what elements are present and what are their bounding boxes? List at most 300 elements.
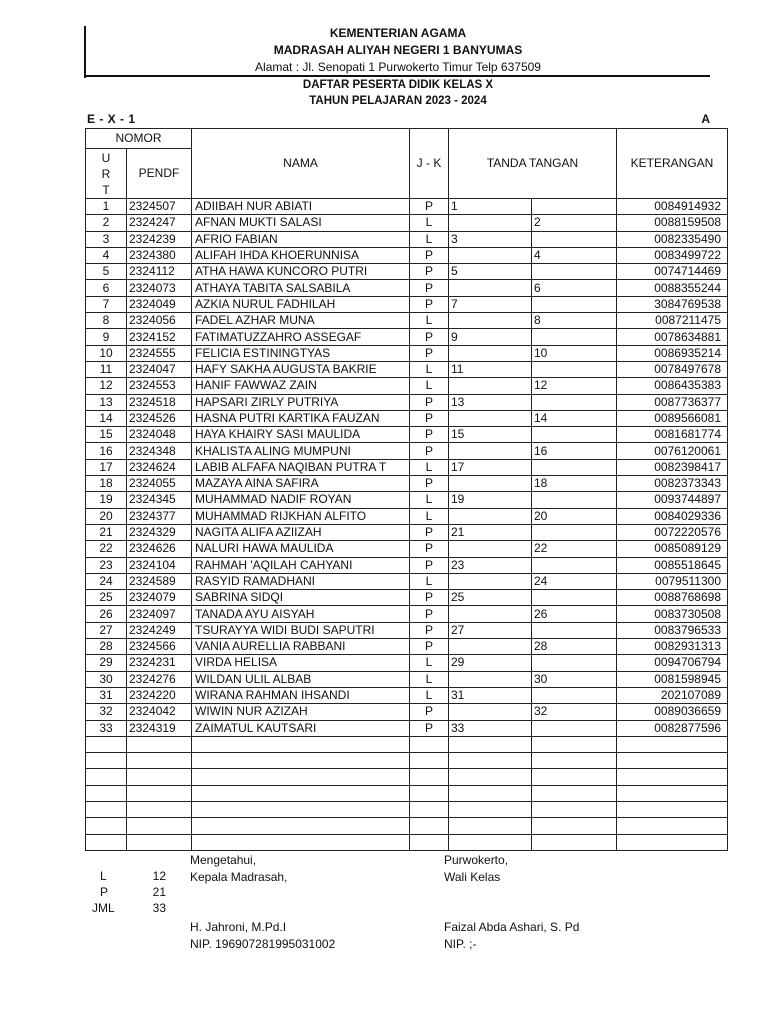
gender: L — [410, 313, 449, 329]
student-name: KHALISTA ALING MUMPUNI — [192, 443, 410, 459]
registration-number: 2324079 — [127, 590, 192, 606]
student-remark: 0087736377 — [617, 394, 728, 410]
student-row — [86, 622, 728, 638]
registration-number: 2324555 — [127, 345, 192, 361]
empty-cell — [127, 834, 192, 850]
signature-slot-right[interactable]: 30 — [532, 671, 617, 687]
student-row — [86, 231, 728, 247]
row-number: 17 — [86, 459, 127, 475]
student-remark: 0081681774 — [617, 427, 728, 443]
signature-slot-right[interactable] — [532, 329, 617, 345]
signature-slot-right[interactable] — [532, 655, 617, 671]
student-name: NAGITA ALIFA AZIIZAH — [192, 524, 410, 540]
student-name: RASYID RAMADHANI — [192, 573, 410, 589]
summary-p-label: P — [100, 885, 109, 899]
empty-cell[interactable] — [532, 818, 617, 834]
registration-number: 2324518 — [127, 394, 192, 410]
signature-slot-left[interactable]: 17 — [449, 459, 532, 475]
student-name: HANIF FAWWAZ ZAIN — [192, 378, 410, 394]
gender: L — [410, 215, 449, 231]
signature-slot-left[interactable]: 31 — [449, 687, 532, 703]
signature-slot-right[interactable] — [532, 524, 617, 540]
acknowledge-label: Mengetahui, — [190, 853, 257, 867]
student-row — [86, 443, 728, 459]
row-number: 32 — [86, 704, 127, 720]
student-remark: 0085089129 — [617, 541, 728, 557]
ministry-title: KEMENTERIAN AGAMA — [329, 26, 467, 40]
signature-slot-right[interactable]: 16 — [532, 443, 617, 459]
signature-slot-right[interactable]: 8 — [532, 313, 617, 329]
gender: L — [410, 231, 449, 247]
empty-cell[interactable] — [532, 834, 617, 850]
student-name: VIRDA HELISA — [192, 655, 410, 671]
registration-number: 2324624 — [127, 459, 192, 475]
empty-row — [86, 736, 728, 752]
principal-nip: NIP. 196907281995031002 — [190, 937, 336, 951]
row-number: 30 — [86, 671, 127, 687]
nomor-header: NOMOR — [86, 129, 192, 149]
student-remark: 0082931313 — [617, 639, 728, 655]
principal-title: Kepala Madrasah, — [190, 870, 288, 884]
empty-cell[interactable] — [532, 736, 617, 752]
empty-cell — [192, 834, 410, 850]
signature-slot-right[interactable] — [532, 199, 617, 215]
student-name: ATHA HAWA KUNCORO PUTRI — [192, 264, 410, 280]
student-row — [86, 492, 728, 508]
student-row — [86, 410, 728, 426]
empty-cell[interactable] — [449, 785, 532, 801]
signature-slot-left[interactable]: 27 — [449, 622, 532, 638]
signature-slot-right[interactable]: 12 — [532, 378, 617, 394]
signature-slot-left[interactable]: 21 — [449, 524, 532, 540]
student-remark: 0083796533 — [617, 622, 728, 638]
gender: P — [410, 557, 449, 573]
student-name: NALURI HAWA MAULIDA — [192, 541, 410, 557]
gender: L — [410, 492, 449, 508]
student-name: VANIA AURELLIA RABBANI — [192, 639, 410, 655]
signature-slot-left[interactable] — [449, 215, 532, 231]
student-name: AFNAN MUKTI SALASI — [192, 215, 410, 231]
student-row — [86, 345, 728, 361]
row-number: 8 — [86, 313, 127, 329]
empty-cell[interactable] — [449, 834, 532, 850]
signature-slot-right[interactable] — [532, 622, 617, 638]
empty-row — [86, 753, 728, 769]
registration-number: 2324589 — [127, 573, 192, 589]
signature-slot-right[interactable] — [532, 687, 617, 703]
row-number: 19 — [86, 492, 127, 508]
signature-slot-left[interactable]: 5 — [449, 264, 532, 280]
student-name: WILDAN ULIL ALBAB — [192, 671, 410, 687]
student-remark: 0086435383 — [617, 378, 728, 394]
student-remark: 0094706794 — [617, 655, 728, 671]
gender: P — [410, 622, 449, 638]
signature-slot-left[interactable] — [449, 280, 532, 296]
gender: L — [410, 459, 449, 475]
keterangan-header: KETERANGAN — [617, 129, 728, 199]
student-remark: 0088355244 — [617, 280, 728, 296]
summary-l-count: 12 — [152, 869, 166, 883]
student-remark: 0089566081 — [617, 410, 728, 426]
signature-slot-left[interactable]: 9 — [449, 329, 532, 345]
student-name: ATHAYA TABITA SALSABILA — [192, 280, 410, 296]
student-remark: 0082877596 — [617, 720, 728, 736]
empty-cell — [127, 785, 192, 801]
empty-cell[interactable] — [449, 769, 532, 785]
empty-cell — [410, 753, 449, 769]
gender: P — [410, 443, 449, 459]
row-number: 29 — [86, 655, 127, 671]
row-number: 33 — [86, 720, 127, 736]
empty-cell — [192, 753, 410, 769]
student-remark: 0072220576 — [617, 524, 728, 540]
signature-slot-right[interactable]: 26 — [532, 606, 617, 622]
student-remark: 0074714469 — [617, 264, 728, 280]
registration-number: 2324377 — [127, 508, 192, 524]
registration-number: 2324329 — [127, 524, 192, 540]
student-remark: 0083730508 — [617, 606, 728, 622]
signature-slot-right[interactable] — [532, 492, 617, 508]
empty-cell — [410, 834, 449, 850]
signature-slot-right[interactable]: 6 — [532, 280, 617, 296]
homeroom-name: Faizal Abda Ashari, S. Pd — [444, 920, 580, 934]
signature-slot-right[interactable] — [532, 590, 617, 606]
signature-slot-left[interactable] — [449, 247, 532, 263]
empty-cell — [192, 736, 410, 752]
signature-slot-right[interactable]: 2 — [532, 215, 617, 231]
place-label: Purwokerto, — [444, 853, 509, 867]
registration-number: 2324566 — [127, 639, 192, 655]
signature-slot-right[interactable] — [532, 361, 617, 377]
row-number: 20 — [86, 508, 127, 524]
signature-slot-right[interactable]: 4 — [532, 247, 617, 263]
empty-cell — [617, 818, 728, 834]
gender: L — [410, 573, 449, 589]
gender: P — [410, 704, 449, 720]
student-row — [86, 541, 728, 557]
registration-number: 2324249 — [127, 622, 192, 638]
row-number: 13 — [86, 394, 127, 410]
student-remark: 0078634881 — [617, 329, 728, 345]
empty-cell — [86, 785, 127, 801]
empty-cell — [86, 736, 127, 752]
registration-number: 2324048 — [127, 427, 192, 443]
gender: P — [410, 590, 449, 606]
empty-row — [86, 834, 728, 850]
row-number: 22 — [86, 541, 127, 557]
student-row — [86, 361, 728, 377]
student-name: HAPSARI ZIRLY PUTRIYA — [192, 394, 410, 410]
summary-total-label: JML — [92, 901, 115, 915]
signature-slot-left[interactable]: 29 — [449, 655, 532, 671]
signature-slot-left[interactable]: 19 — [449, 492, 532, 508]
gender: P — [410, 329, 449, 345]
row-number: 25 — [86, 590, 127, 606]
signature-slot-left[interactable] — [449, 410, 532, 426]
student-row — [86, 296, 728, 312]
gender: P — [410, 199, 449, 215]
empty-row — [86, 785, 728, 801]
signature-slot-left[interactable] — [449, 541, 532, 557]
signature-slot-left[interactable]: 3 — [449, 231, 532, 247]
signature-slot-left[interactable] — [449, 508, 532, 524]
student-remark: 0087211475 — [617, 313, 728, 329]
signature-slot-left[interactable]: 33 — [449, 720, 532, 736]
row-number: 9 — [86, 329, 127, 345]
student-row — [86, 524, 728, 540]
student-name: FELICIA ESTININGTYAS — [192, 345, 410, 361]
gender: P — [410, 394, 449, 410]
student-name: HAYA KHAIRY SASI MAULIDA — [192, 427, 410, 443]
empty-cell — [410, 736, 449, 752]
student-row — [86, 671, 728, 687]
student-name: WIWIN NUR AZIZAH — [192, 704, 410, 720]
student-remark: 0084029336 — [617, 508, 728, 524]
empty-cell — [86, 753, 127, 769]
student-row — [86, 427, 728, 443]
row-number: 10 — [86, 345, 127, 361]
student-row — [86, 687, 728, 703]
signature-slot-left[interactable]: 23 — [449, 557, 532, 573]
row-number: 21 — [86, 524, 127, 540]
registration-number: 2324104 — [127, 557, 192, 573]
empty-cell — [192, 769, 410, 785]
signature-slot-right[interactable] — [532, 394, 617, 410]
student-name: HAFY SAKHA AUGUSTA BAKRIE — [192, 361, 410, 377]
student-row — [86, 590, 728, 606]
student-name: LABIB ALFAFA NAQIBAN PUTRA T — [192, 459, 410, 475]
empty-cell — [192, 785, 410, 801]
empty-row — [86, 818, 728, 834]
school-address: Alamat : Jl. Senopati 1 Purwokerto Timur Telp 637509 — [255, 60, 541, 74]
row-number: 3 — [86, 231, 127, 247]
student-remark: 0081598945 — [617, 671, 728, 687]
signature-slot-left[interactable] — [449, 378, 532, 394]
signature-slot-left[interactable] — [449, 476, 532, 492]
signature-slot-left[interactable] — [449, 639, 532, 655]
gender: P — [410, 606, 449, 622]
empty-cell — [410, 818, 449, 834]
tanda-tangan-header: TANDA TANGAN — [449, 129, 617, 199]
empty-cell[interactable] — [532, 801, 617, 817]
student-remark: 0093744897 — [617, 492, 728, 508]
signature-slot-right[interactable]: 28 — [532, 639, 617, 655]
signature-slot-left[interactable]: 1 — [449, 199, 532, 215]
empty-row — [86, 769, 728, 785]
signature-slot-right[interactable] — [532, 557, 617, 573]
signature-slot-left[interactable]: 13 — [449, 394, 532, 410]
row-number: 24 — [86, 573, 127, 589]
student-name: WIRANA RAHMAN IHSANDI — [192, 687, 410, 703]
nama-header: NAMA — [192, 129, 410, 199]
empty-cell — [86, 834, 127, 850]
gender: P — [410, 541, 449, 557]
row-number: 31 — [86, 687, 127, 703]
registration-number: 2324231 — [127, 655, 192, 671]
signature-slot-left[interactable] — [449, 573, 532, 589]
registration-number: 2324042 — [127, 704, 192, 720]
empty-cell — [410, 769, 449, 785]
pendf-header: PENDF — [127, 149, 192, 199]
row-number: 12 — [86, 378, 127, 394]
signature-slot-right[interactable] — [532, 296, 617, 312]
student-attendance-table — [85, 128, 728, 851]
row-number: 23 — [86, 557, 127, 573]
empty-cell[interactable] — [532, 769, 617, 785]
jk-header: J - K — [410, 129, 449, 199]
signature-slot-right[interactable] — [532, 231, 617, 247]
signature-slot-right[interactable] — [532, 459, 617, 475]
gender: L — [410, 378, 449, 394]
student-row — [86, 655, 728, 671]
row-number: 28 — [86, 639, 127, 655]
student-name: FADEL AZHAR MUNA — [192, 313, 410, 329]
registration-number: 2324276 — [127, 671, 192, 687]
gender: P — [410, 427, 449, 443]
gender: P — [410, 345, 449, 361]
signature-slot-right[interactable]: 22 — [532, 541, 617, 557]
student-remark: 0089036659 — [617, 704, 728, 720]
registration-number: 2324626 — [127, 541, 192, 557]
signature-slot-left[interactable]: 7 — [449, 296, 532, 312]
student-name: AFRIO FABIAN — [192, 231, 410, 247]
registration-number: 2324056 — [127, 313, 192, 329]
empty-cell — [127, 818, 192, 834]
empty-cell — [127, 801, 192, 817]
empty-cell — [86, 818, 127, 834]
signature-slot-right[interactable] — [532, 264, 617, 280]
student-row — [86, 606, 728, 622]
urt-header: U R T — [86, 149, 127, 199]
student-row — [86, 215, 728, 231]
signature-slot-right[interactable] — [532, 427, 617, 443]
gender: L — [410, 508, 449, 524]
homeroom-nip: NIP. ;- — [444, 937, 477, 951]
empty-row — [86, 801, 728, 817]
row-number: 6 — [86, 280, 127, 296]
student-row — [86, 508, 728, 524]
student-name: TSURAYYA WIDI BUDI SAPUTRI — [192, 622, 410, 638]
empty-cell — [86, 801, 127, 817]
empty-cell[interactable] — [449, 753, 532, 769]
student-row — [86, 199, 728, 215]
student-remark: 0079511300 — [617, 573, 728, 589]
row-number: 11 — [86, 361, 127, 377]
empty-cell — [192, 818, 410, 834]
student-name: SABRINA SIDQI — [192, 590, 410, 606]
academic-year: TAHUN PELAJARAN 2023 - 2024 — [309, 95, 487, 107]
empty-cell[interactable] — [449, 801, 532, 817]
student-row — [86, 313, 728, 329]
signature-slot-right[interactable]: 14 — [532, 410, 617, 426]
empty-cell[interactable] — [449, 736, 532, 752]
student-name: MUHAMMAD NADIF ROYAN — [192, 492, 410, 508]
empty-cell — [86, 769, 127, 785]
page-flag: A — [701, 112, 710, 126]
student-name: MUHAMMAD RIJKHAN ALFITO — [192, 508, 410, 524]
empty-cell — [617, 769, 728, 785]
student-rows — [86, 199, 728, 851]
student-name: HASNA PUTRI KARTIKA FAUZAN — [192, 410, 410, 426]
row-number: 18 — [86, 476, 127, 492]
signature-slot-left[interactable] — [449, 443, 532, 459]
student-name: TANADA AYU AISYAH — [192, 606, 410, 622]
student-remark: 0085518645 — [617, 557, 728, 573]
student-row — [86, 476, 728, 492]
row-number: 27 — [86, 622, 127, 638]
principal-name: H. Jahroni, M.Pd.I — [190, 920, 287, 934]
signature-slot-left[interactable] — [449, 345, 532, 361]
signature-slot-left[interactable]: 25 — [449, 590, 532, 606]
signature-slot-left[interactable] — [449, 704, 532, 720]
student-row — [86, 557, 728, 573]
signature-slot-right[interactable]: 18 — [532, 476, 617, 492]
student-remark: 202107089 — [617, 687, 728, 703]
registration-number: 2324239 — [127, 231, 192, 247]
student-row — [86, 394, 728, 410]
signature-slot-right[interactable]: 20 — [532, 508, 617, 524]
empty-cell[interactable] — [449, 818, 532, 834]
student-row — [86, 247, 728, 263]
registration-number: 2324553 — [127, 378, 192, 394]
student-remark: 0082398417 — [617, 459, 728, 475]
registration-number: 2324348 — [127, 443, 192, 459]
student-remark: 0083499722 — [617, 247, 728, 263]
student-remark: 0078497678 — [617, 361, 728, 377]
gender: P — [410, 639, 449, 655]
school-title: MADRASAH ALIYAH NEGERI 1 BANYUMAS — [273, 43, 523, 57]
student-remark: 0088768698 — [617, 590, 728, 606]
registration-number: 2324507 — [127, 199, 192, 215]
student-name: AZKIA NURUL FADHILAH — [192, 296, 410, 312]
signature-slot-right[interactable]: 32 — [532, 704, 617, 720]
signature-slot-left[interactable] — [449, 606, 532, 622]
empty-cell[interactable] — [532, 785, 617, 801]
signature-slot-right[interactable]: 10 — [532, 345, 617, 361]
registration-number: 2324345 — [127, 492, 192, 508]
signature-slot-left[interactable]: 15 — [449, 427, 532, 443]
summary-total-count: 33 — [152, 901, 166, 915]
row-number: 14 — [86, 410, 127, 426]
registration-number: 2324055 — [127, 476, 192, 492]
empty-cell[interactable] — [532, 753, 617, 769]
student-name: ZAIMATUL KAUTSARI — [192, 720, 410, 736]
row-number: 15 — [86, 427, 127, 443]
student-name: ADIIBAH NUR ABIATI — [192, 199, 410, 215]
student-row — [86, 639, 728, 655]
gender: P — [410, 264, 449, 280]
signature-slot-left[interactable] — [449, 671, 532, 687]
signature-slot-right[interactable]: 24 — [532, 573, 617, 589]
registration-number: 2324220 — [127, 687, 192, 703]
signature-slot-right[interactable] — [532, 720, 617, 736]
signature-slot-left[interactable]: 11 — [449, 361, 532, 377]
empty-cell — [410, 785, 449, 801]
registration-number: 2324049 — [127, 296, 192, 312]
empty-cell — [127, 753, 192, 769]
student-remark: 3084769538 — [617, 296, 728, 312]
student-remark: 0086935214 — [617, 345, 728, 361]
gender: L — [410, 655, 449, 671]
student-remark: 0088159508 — [617, 215, 728, 231]
student-remark: 0084914932 — [617, 199, 728, 215]
registration-number: 2324380 — [127, 247, 192, 263]
signature-slot-left[interactable] — [449, 313, 532, 329]
homeroom-title: Wali Kelas — [444, 870, 501, 884]
student-name: MAZAYA AINA SAFIRA — [192, 476, 410, 492]
student-row — [86, 720, 728, 736]
registration-number: 2324047 — [127, 361, 192, 377]
